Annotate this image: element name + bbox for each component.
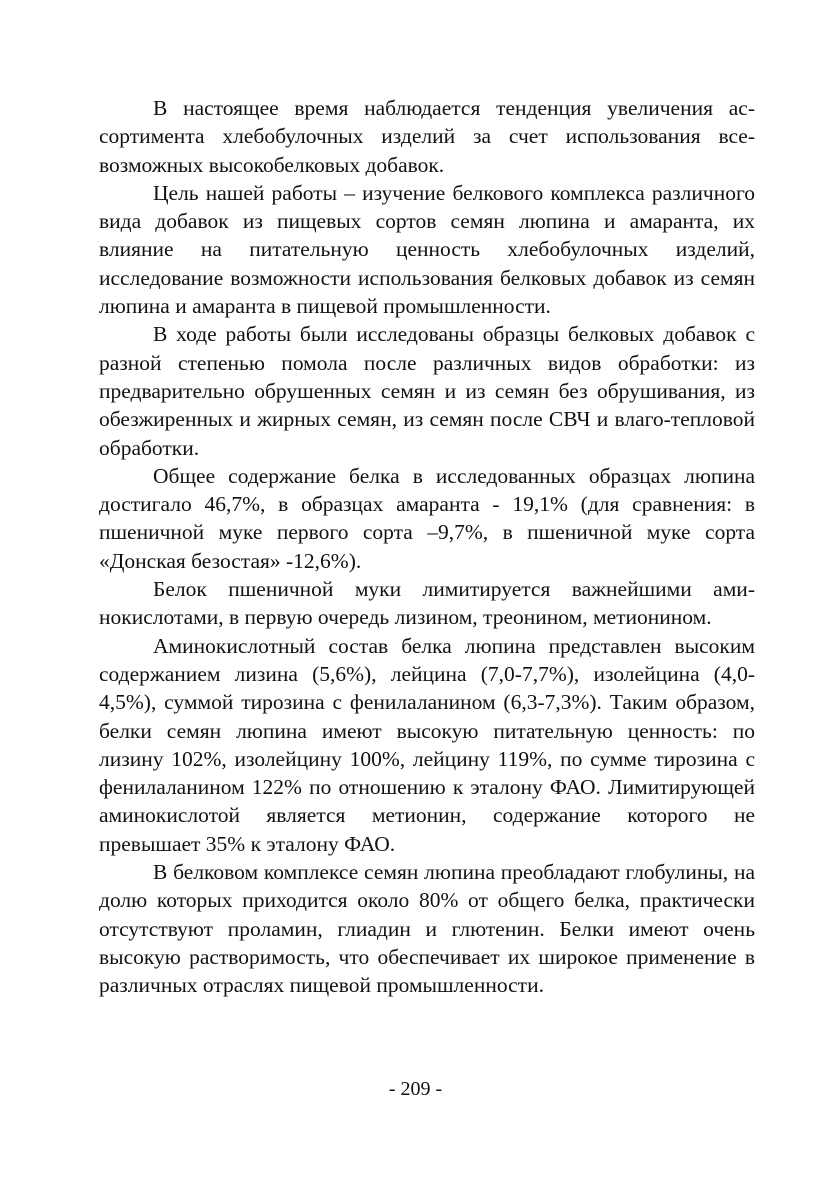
paragraph-protein-content: Общее содержание белка в исследованных образцах люпина достигало 46,7%, в образцах амаранта - 19,1% (для сравнения: в пшеничной муке первого сорта –9,7%, в пшеничной муке сорта «Донская безостая» -12,6%). bbox=[99, 463, 755, 573]
body-text bbox=[99, 94, 755, 1000]
paragraph-goal: Цель нашей работы – изучение белкового комплекса различного вида добавок из пищевых сортов семян люпина и амаранта, их влияние на питательную ценность хлебобулочных изделий, исследование возможности использования белковых добавок из семян люпина и амаранта в пищевой промышленности. bbox=[99, 180, 755, 319]
page-number: - 209 - bbox=[388, 1078, 443, 1100]
paragraph-amino-acids: Аминокислотный состав белка люпина представлен высоким содержанием лизина (5,6%), лейцина (7,0-7,7%), изолейцина (4,0-4,5%), суммой тирозина с фенилаланином (6,3-7,3%). Таким образом, белки семян люпина имеют высокую питательную ценность: по лизину 102%, изолейцину 100%, лейцину 119%, по сумме тирозина с фенилаланином 122% по отношению к эталону ФАО. Лимитирующей аминокислотой является метионин, содержание которого не превышает 35% к эталону ФАО. bbox=[99, 633, 755, 856]
paragraph-methods: В ходе работы были исследованы образцы белковых добавок с разной степенью помола после различных видов обработки: из предварительно обрушенных семян и из семян без обрушивания, из обезжиренных и жирных семян, из семян после СВЧ и влаго-тепловой обработки. bbox=[99, 322, 755, 460]
paragraph-intro: В настоящее время наблюдается тенденция увеличения ассортимента хлебобулочных изделий за счет использования всевозможных высокобелковых добавок. bbox=[99, 96, 755, 177]
paragraph-wheat-protein: Белок пшеничной муки лимитируется важнейшими аминокислотами, в первую очередь лизином, треонином, метионином. bbox=[99, 577, 755, 630]
paragraph-protein-complex: В белковом комплексе семян люпина преобладают глобулины, на долю которых приходится около 80% от общего белка, практически отсутствуют проламин, глиадин и глютенин. Белки имеют очень высокую растворимость, что обеспечивает их широкое применение в различных отраслях пищевой промышленности. bbox=[99, 860, 755, 998]
